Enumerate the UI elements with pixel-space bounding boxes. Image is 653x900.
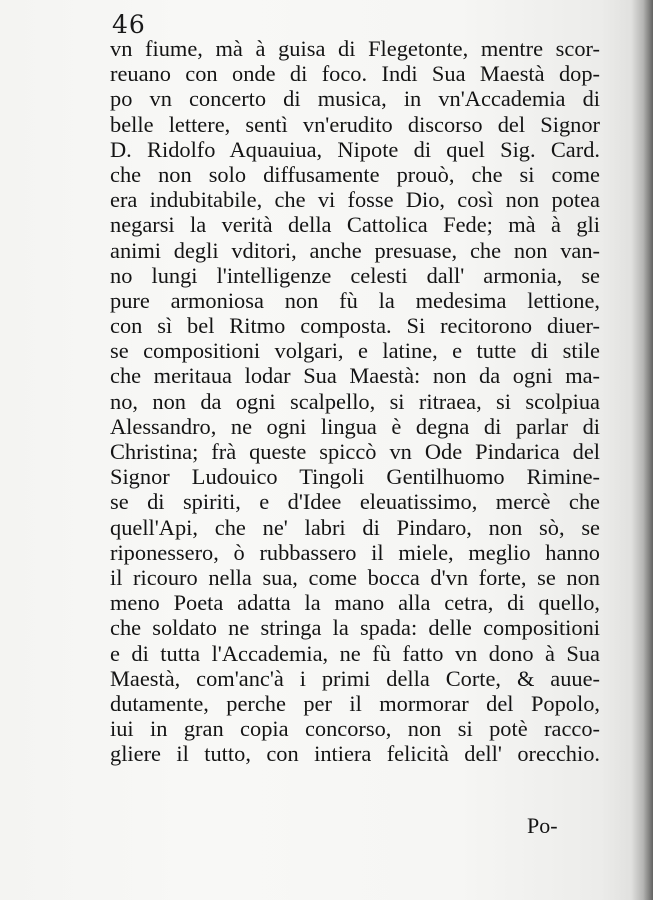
text-line: reuano con onde di foco. Indi Sua Maestà dop- bbox=[110, 61, 600, 87]
text-line: no lungi l'intelligenze celesti dall' armonia, se bbox=[110, 262, 600, 288]
text-line: Maestà, com'anc'à i primi della Corte, & auue- bbox=[110, 665, 600, 691]
text-line: vn fiume, mà à guisa di Flegetonte, mentre scor- bbox=[110, 36, 600, 61]
text-line: con sì bel Ritmo composta. Si recitorono diuer- bbox=[110, 313, 600, 339]
text-line: se compositioni volgari, e latine, e tutte di stile bbox=[110, 338, 600, 364]
body-text bbox=[110, 36, 600, 766]
text-line: meno Poeta adatta la mano alla cetra, di quello, bbox=[110, 590, 600, 616]
text-line: e di tutta l'Accademia, ne fù fatto vn dono à Sua bbox=[110, 640, 600, 666]
text-line: Alessandro, ne ogni lingua è degna di parlar di bbox=[110, 413, 600, 439]
text-line: che soldato ne stringa la spada: delle compositioni bbox=[110, 615, 600, 641]
text-line: dutamente, perche per il mormorar del Popolo, bbox=[110, 690, 600, 716]
text-line: no, non da ogni scalpello, si ritraea, si scolpiua bbox=[110, 388, 600, 414]
catchword: Po- bbox=[527, 813, 558, 838]
text-line: iui in gran copia concorso, non si potè racco- bbox=[110, 716, 600, 742]
binding-shadow bbox=[631, 0, 653, 900]
text-line: Signor Ludouico Tingoli Gentilhuomo Rimine- bbox=[110, 464, 600, 490]
text-line: negarsi la verità della Cattolica Fede; mà à gli bbox=[110, 212, 600, 238]
text-line: po vn concerto di musica, in vn'Accademia di bbox=[110, 86, 600, 112]
text-line: che meritaua lodar Sua Maestà: non da ogni ma- bbox=[110, 363, 600, 389]
text-line: riponessero, ò rubbassero il miele, meglio hanno bbox=[110, 539, 600, 565]
text-line: gliere il tutto, con intiera felicità dell' orecchio. bbox=[110, 741, 600, 767]
text-line: Christina; frà queste spiccò vn Ode Pindarica del bbox=[110, 439, 600, 464]
page-number: 46 bbox=[112, 10, 146, 39]
text-line: belle lettere, sentì vn'erudito discorso del Signor bbox=[110, 111, 600, 137]
text-line: pure armoniosa non fù la medesima lettione, bbox=[110, 287, 600, 313]
text-line: era indubitabile, che vi fosse Dio, così non potea bbox=[110, 187, 600, 213]
text-line: D. Ridolfo Aquauiua, Nipote di quel Sig. Card. bbox=[110, 136, 600, 162]
text-line: se di spiriti, e d'Idee eleuatissimo, mercè che bbox=[110, 489, 600, 515]
text-line: che non solo diffusamente prouò, che si come bbox=[110, 161, 600, 187]
text-line: animi degli vditori, anche presuase, che non van- bbox=[110, 237, 600, 263]
text-line: quell'Api, che ne' labri di Pindaro, non sò, se bbox=[110, 514, 600, 540]
text-line: il ricouro nella sua, come bocca d'vn forte, se non bbox=[110, 564, 600, 590]
